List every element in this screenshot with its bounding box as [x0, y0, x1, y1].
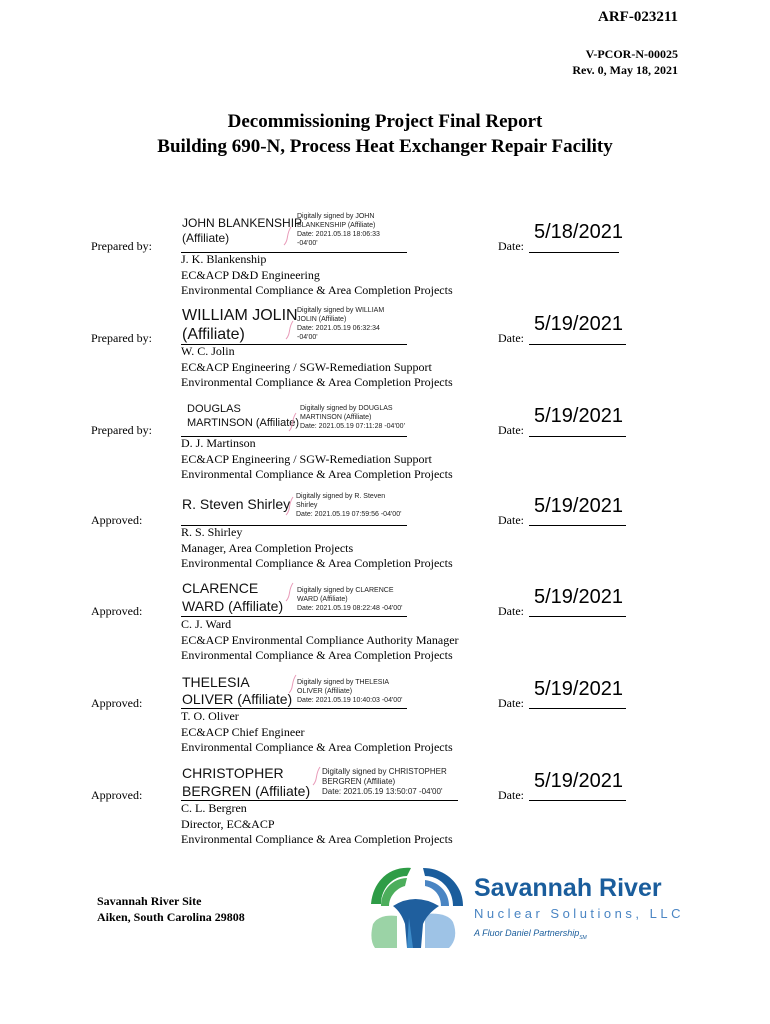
- note-line: MARTINSON (Affiliate): [300, 414, 372, 421]
- signature-date: 5/18/2021: [534, 221, 623, 243]
- date-label: Date:: [498, 604, 524, 618]
- pen-mark-icon: [288, 412, 298, 432]
- pen-mark-icon: [285, 582, 295, 602]
- signature-name: [182, 579, 283, 615]
- signer-organization: Environmental Compliance & Area Completion Projects: [181, 467, 453, 481]
- digital-signature-note: [300, 404, 405, 431]
- role-label: Approved:: [91, 513, 143, 527]
- date-line: [529, 344, 626, 345]
- date-line: [529, 525, 626, 526]
- signer-title: Manager, Area Completion Projects: [181, 540, 354, 555]
- site-city: Aiken, South Carolina 29808: [97, 910, 245, 924]
- signature-name-line: WILLIAM JOLIN: [182, 307, 298, 324]
- digital-signature-note: [297, 212, 380, 248]
- signature-date: 5/19/2021: [534, 313, 623, 335]
- digital-signature-note: [322, 767, 447, 797]
- role-label: Approved:: [91, 788, 143, 802]
- date-label: Date:: [498, 423, 524, 437]
- signer-organization: Environmental Compliance & Area Completion Projects: [181, 283, 453, 297]
- note-line: Digitally signed by DOUGLAS: [300, 405, 393, 412]
- signer-title: EC&ACP Engineering / SGW-Remediation Support: [181, 359, 432, 374]
- note-line: OLIVER (Affiliate): [297, 688, 353, 695]
- note-line: Shirley: [296, 502, 318, 509]
- date-label: Date:: [498, 788, 524, 802]
- role-label: Approved:: [91, 604, 143, 618]
- date-label: Date:: [498, 696, 524, 710]
- note-line: Date: 2021.05.19 13:50:07 -04'00': [322, 787, 443, 796]
- signature-name-line: JOHN BLANKENSHIP: [182, 216, 303, 230]
- note-line: Digitally signed by CLARENCE: [297, 587, 394, 594]
- revision: Rev. 0, May 18, 2021: [572, 63, 678, 77]
- signer-info: [181, 617, 459, 664]
- signature-name-line: THELESIA: [182, 674, 250, 690]
- signature-name: [182, 674, 292, 708]
- logo-tagline-text: A Fluor Daniel Partnership: [474, 928, 580, 938]
- signer-title: EC&ACP D&D Engineering: [181, 267, 320, 282]
- signature-name: [182, 496, 290, 513]
- signer-info: [181, 344, 453, 391]
- document-number: V-PCOR-N-00025: [585, 47, 678, 61]
- pen-mark-icon: [285, 320, 295, 340]
- signature-block: [0, 208, 770, 300]
- document-number-block: [572, 46, 678, 78]
- digital-signature-note: [297, 678, 402, 705]
- signature-block: [0, 574, 770, 666]
- role-label: Prepared by:: [91, 239, 152, 253]
- signer-title: Director, EC&ACP: [181, 816, 275, 831]
- report-subtitle: Building 690-N, Process Heat Exchanger Repair Facility: [157, 136, 613, 157]
- note-line: Digitally signed by WILLIAM: [297, 307, 385, 314]
- signer-info: [181, 252, 453, 299]
- signature-name-line: MARTINSON (Affiliate): [187, 417, 300, 429]
- printed-name: C. J. Ward: [181, 617, 232, 631]
- signature-name-line: WARD (Affiliate): [182, 598, 284, 614]
- signer-info: [181, 525, 453, 572]
- signer-info: [181, 436, 453, 483]
- printed-name: C. L. Bergren: [181, 801, 247, 815]
- role-label: Approved:: [91, 696, 143, 710]
- note-line: Digitally signed by R. Steven: [296, 493, 386, 500]
- note-line: Date: 2021.05.19 08:22:48 -04'00': [297, 605, 403, 612]
- signature-name-line: BERGREN (Affiliate): [182, 783, 311, 799]
- role-label: Prepared by:: [91, 423, 152, 437]
- digital-signature-note: [296, 492, 401, 519]
- printed-name: J. K. Blankenship: [181, 252, 267, 266]
- signature-name-line: (Affiliate): [182, 231, 230, 245]
- signature-date: 5/19/2021: [534, 495, 623, 517]
- signature-date: 5/19/2021: [534, 678, 623, 700]
- signature-name-line: R. Steven Shirley: [182, 496, 291, 512]
- logo-emblem-icon: [367, 862, 469, 952]
- note-line: BLANKENSHIP (Affiliate): [297, 222, 376, 229]
- pen-mark-icon: [283, 226, 293, 246]
- signature-name: [187, 402, 299, 430]
- note-line: -04'00': [297, 240, 318, 247]
- printed-name: T. O. Oliver: [181, 709, 239, 723]
- signature-block: [0, 300, 770, 392]
- note-line: Date: 2021.05.19 06:32:34: [297, 325, 380, 332]
- printed-name: D. J. Martinson: [181, 436, 256, 450]
- signature-name: [182, 764, 310, 800]
- note-line: Digitally signed by JOHN: [297, 213, 375, 220]
- signature-name-line: CLARENCE: [182, 580, 259, 596]
- signer-organization: Environmental Compliance & Area Completion Projects: [181, 648, 453, 662]
- note-line: Digitally signed by THELESIA: [297, 679, 390, 686]
- signature-block: [0, 666, 770, 758]
- note-line: Date: 2021.05.19 07:59:56 -04'00': [296, 511, 402, 518]
- date-label: Date:: [498, 513, 524, 527]
- signature-name-line: DOUGLAS: [187, 403, 241, 415]
- note-line: -04'00': [297, 334, 318, 341]
- digital-signature-note: [297, 306, 384, 342]
- signature-date: 5/19/2021: [534, 770, 623, 792]
- report-title: Decommissioning Project Final Report: [227, 111, 543, 132]
- signature-block: [0, 758, 770, 850]
- note-line: BERGREN (Affiliate): [322, 777, 396, 786]
- signature-name-line: OLIVER (Affiliate): [182, 691, 293, 707]
- note-line: Date: 2021.05.19 07:11:28 -04'00': [300, 423, 405, 430]
- logo-name: Savannah River: [474, 874, 662, 902]
- date-line: [529, 252, 619, 253]
- site-address: [97, 893, 245, 925]
- signature-name-line: (Affiliate): [182, 326, 245, 343]
- printed-name: R. S. Shirley: [181, 525, 243, 539]
- signer-organization: Environmental Compliance & Area Completion Projects: [181, 832, 453, 846]
- date-label: Date:: [498, 331, 524, 345]
- signature-block: [0, 392, 770, 484]
- arf-number: ARF-023211: [598, 9, 678, 25]
- signature-date: 5/19/2021: [534, 405, 623, 427]
- note-line: JOLIN (Affiliate): [297, 316, 347, 323]
- signer-title: EC&ACP Chief Engineer: [181, 724, 305, 739]
- logo-subtitle: Nuclear Solutions, LLC: [474, 906, 684, 921]
- signer-title: EC&ACP Environmental Compliance Authority Manager: [181, 632, 459, 647]
- signer-info: [181, 709, 453, 756]
- signer-organization: Environmental Compliance & Area Completion Projects: [181, 556, 453, 570]
- date-line: [529, 708, 626, 709]
- date-line: [529, 436, 626, 437]
- pen-mark-icon: [285, 496, 295, 516]
- company-logo: [367, 862, 687, 952]
- signature-name-line: CHRISTOPHER: [182, 765, 284, 781]
- logo-tagline: [474, 928, 587, 941]
- note-line: WARD (Affiliate): [297, 596, 348, 603]
- signer-organization: Environmental Compliance & Area Completion Projects: [181, 375, 453, 389]
- role-label: Prepared by:: [91, 331, 152, 345]
- digital-signature-note: [297, 586, 402, 613]
- signature-block: [0, 482, 770, 574]
- signature-date: 5/19/2021: [534, 586, 623, 608]
- note-line: Date: 2021.05.19 10:40:03 -04'00': [297, 697, 403, 704]
- note-line: Digitally signed by CHRISTOPHER: [322, 767, 447, 776]
- date-line: [529, 800, 626, 801]
- date-label: Date:: [498, 239, 524, 253]
- signer-title: EC&ACP Engineering / SGW-Remediation Support: [181, 451, 432, 466]
- signer-organization: Environmental Compliance & Area Completion Projects: [181, 740, 453, 754]
- site-name: Savannah River Site: [97, 894, 202, 908]
- note-line: Date: 2021.05.18 18:06:33: [297, 231, 380, 238]
- signer-info: [181, 801, 453, 848]
- date-line: [529, 616, 626, 617]
- logo-tm: SM: [579, 934, 587, 941]
- pen-mark-icon: [312, 766, 322, 786]
- printed-name: W. C. Jolin: [181, 344, 235, 358]
- signature-name: [182, 306, 298, 344]
